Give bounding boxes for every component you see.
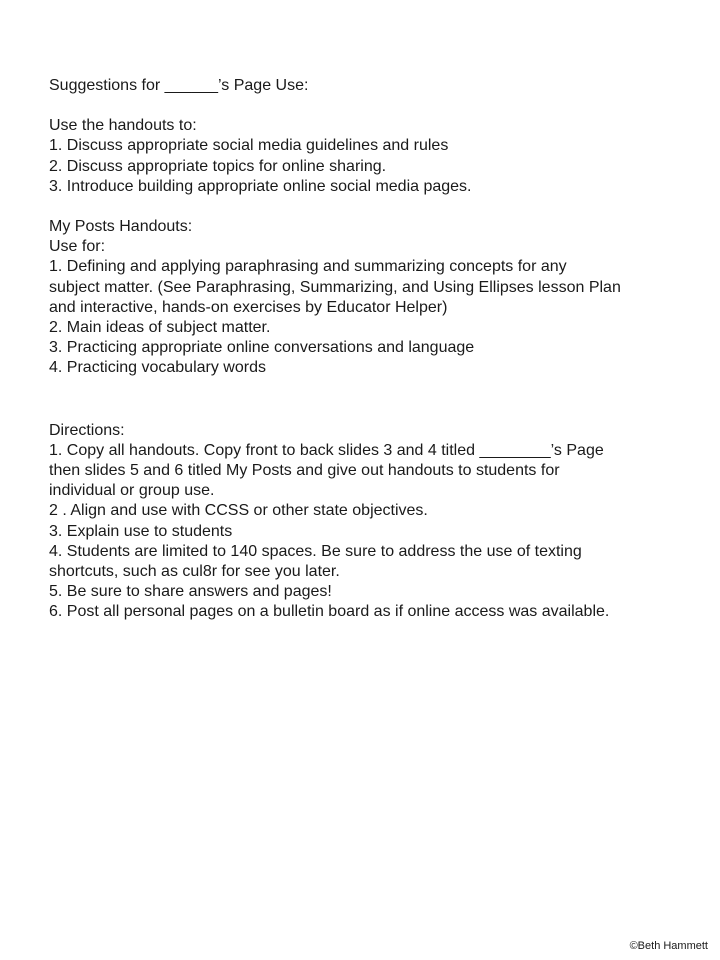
directions-item-1-line: 1. Copy all handouts. Copy front to back slides 3 and 4 titled ________’s Page <box>49 441 604 459</box>
document-body <box>49 76 689 623</box>
directions-item-2: 2 . Align and use with CCSS or other state objectives. <box>49 502 428 520</box>
directions-item-3: 3. Explain use to students <box>49 522 233 540</box>
handouts-intro: Use the handouts to: <box>49 117 197 135</box>
directions-item-6: 6. Post all personal pages on a bulletin board as if online access was available. <box>49 603 610 621</box>
my-posts-item: 4. Practicing vocabulary words <box>49 359 266 377</box>
directions-item-4-line: 4. Students are limited to 140 spaces. Be sure to address the use of texting <box>49 542 582 560</box>
spacer <box>49 96 689 116</box>
spacer <box>49 379 689 421</box>
my-posts-item-1-line: 1. Defining and applying paraphrasing and summarizing concepts for any <box>49 258 567 276</box>
handouts-item: 3. Introduce building appropriate online social media pages. <box>49 177 472 195</box>
directions-item-1-line: then slides 5 and 6 titled My Posts and give out handouts to students for <box>49 462 560 480</box>
directions-section <box>49 421 689 623</box>
handouts-item: 1. Discuss appropriate social media guidelines and rules <box>49 137 449 155</box>
my-posts-item: 2. Main ideas of subject matter. <box>49 319 271 337</box>
my-posts-section <box>49 217 689 379</box>
my-posts-item-1-line: subject matter. (See Paraphrasing, Summarizing, and Using Ellipses lesson Plan <box>49 278 621 296</box>
my-posts-use-for: Use for: <box>49 238 106 256</box>
directions-item-5: 5. Be sure to share answers and pages! <box>49 583 332 601</box>
directions-item-4-line: shortcuts, such as cul8r for see you later. <box>49 563 340 581</box>
directions-heading: Directions: <box>49 421 125 439</box>
copyright-footer: ©Beth Hammett <box>629 940 708 952</box>
spacer <box>49 197 689 217</box>
suggestions-heading: Suggestions for ______’s Page Use: <box>49 77 309 94</box>
my-posts-item-1-line: and interactive, hands-on exercises by Educator Helper) <box>49 298 448 316</box>
handouts-section <box>49 116 689 197</box>
directions-item-1-line: individual or group use. <box>49 482 215 500</box>
my-posts-heading: My Posts Handouts: <box>49 218 193 236</box>
handouts-item: 2. Discuss appropriate topics for online sharing. <box>49 157 387 175</box>
suggestions-section <box>49 76 689 96</box>
my-posts-item: 3. Practicing appropriate online conversations and language <box>49 339 475 357</box>
